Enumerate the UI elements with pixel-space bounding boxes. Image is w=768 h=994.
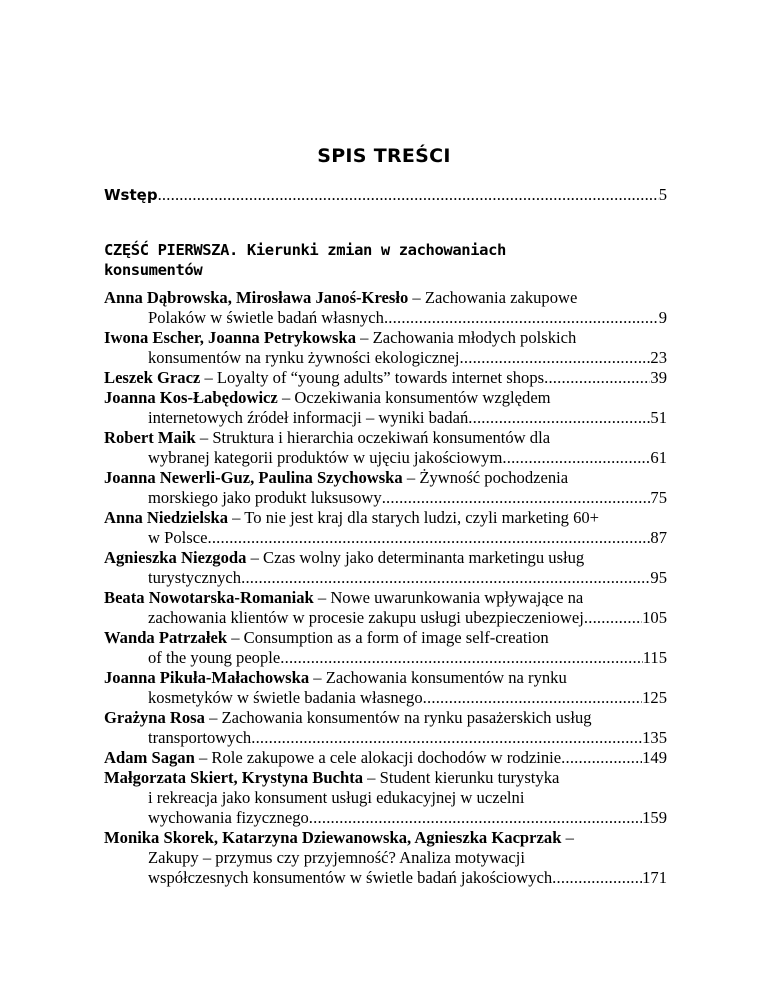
page-number: 135: [642, 728, 667, 747]
entry-title: – Role zakupowe a cele alokacji dochodów w rodzinie: [194, 748, 562, 767]
entry-authors: Anna Niedzielska: [104, 508, 229, 527]
leader-dots: [544, 368, 650, 388]
section-title-line1: CZĘŚĆ PIERWSZA. Kierunki zmian w zachowaniach: [104, 241, 506, 259]
entry-title: morskiego jako produkt luksusowy: [148, 488, 382, 507]
page-number: 5: [658, 185, 667, 204]
toc-entry-continuation[interactable]: [148, 568, 667, 588]
toc-entry-continuation[interactable]: [148, 528, 667, 548]
leader-dots: [207, 528, 650, 548]
leader-dots: [468, 408, 650, 428]
entry-title: – Zachowania konsumentów na rynku pasażerskich usług: [204, 708, 592, 727]
toc-entry[interactable]: [104, 628, 667, 648]
entry-title: zachowania klientów w procesie zakupu usługi ubezpieczeniowej: [148, 608, 584, 627]
toc-entry-intro[interactable]: [104, 185, 667, 205]
section-heading: [104, 240, 664, 280]
toc-entry-continuation[interactable]: [148, 728, 667, 748]
leader-dots: [460, 348, 651, 368]
page-number: 125: [642, 688, 667, 707]
entry-authors: Wanda Patrzałek: [104, 628, 228, 647]
intro-label: Wstęp: [104, 186, 158, 204]
toc-entry-continuation[interactable]: [148, 848, 667, 868]
page-number: 51: [650, 408, 667, 427]
entry-authors: Anna Dąbrowska, Mirosława Janoś-Kresło: [104, 288, 409, 307]
entry-authors: Joanna Pikuła-Małachowska: [104, 668, 310, 687]
toc-entry-continuation[interactable]: [148, 488, 667, 508]
entry-title: współczesnych konsumentów w świetle badań jakościowych: [148, 868, 553, 887]
page-number: 105: [642, 608, 667, 627]
entry-title: – Consumption as a form of image self-creation: [227, 628, 549, 647]
page-number: 159: [642, 808, 667, 827]
leader-dots: [552, 868, 642, 888]
toc-entry-continuation[interactable]: [148, 408, 667, 428]
toc-entry[interactable]: [104, 768, 667, 788]
leader-dots: [309, 808, 642, 828]
toc-entry[interactable]: [104, 468, 667, 488]
entry-title: transportowych: [148, 728, 252, 747]
page-number: 115: [642, 648, 667, 667]
entry-title: i rekreacja jako konsument usługi edukacyjnej w uczelni: [148, 788, 525, 807]
entry-title: konsumentów na rynku żywności ekologicznej: [148, 348, 460, 367]
entry-title: – Żywność pochodzenia: [402, 468, 569, 487]
toc-entry-continuation[interactable]: [148, 308, 667, 328]
leader-dots: [502, 448, 650, 468]
entry-title: kosmetyków w świetle badania własnego: [148, 688, 423, 707]
toc-entry-continuation[interactable]: [148, 688, 667, 708]
leader-dots: [158, 185, 659, 205]
entry-authors: Monika Skorek, Katarzyna Dziewanowska, Agnieszka Kacprzak: [104, 828, 562, 847]
page-number: 87: [650, 528, 667, 547]
page-number: 39: [650, 368, 667, 387]
entry-title: w Polsce: [148, 528, 208, 547]
toc-entry[interactable]: [104, 508, 667, 528]
entry-authors: Iwona Escher, Joanna Petrykowska: [104, 328, 357, 347]
entry-title: internetowych źródeł informacji – wyniki badań: [148, 408, 469, 427]
toc-entry[interactable]: [104, 548, 667, 568]
entry-authors: Joanna Kos-Łabędowicz: [104, 388, 278, 407]
entry-title: – Student kierunku turystyka: [363, 768, 560, 787]
toc-entry-continuation[interactable]: [148, 608, 667, 628]
entry-title: – Struktura i hierarchia oczekiwań konsumentów dla: [195, 428, 551, 447]
leader-dots: [251, 728, 642, 748]
entry-title: wybranej kategorii produktów w ujęciu jakościowym: [148, 448, 503, 467]
toc-entry[interactable]: [104, 388, 667, 408]
toc-entry[interactable]: [104, 328, 667, 348]
entry-title: – Nowe uwarunkowania wpływające na: [313, 588, 584, 607]
entry-title: Polaków w świetle badań własnych: [148, 308, 384, 327]
page-number: 75: [650, 488, 667, 507]
entry-title: – Zachowania zakupowe: [408, 288, 578, 307]
entry-title: Zakupy – przymus czy przyjemność? Analiza motywacji: [148, 848, 525, 867]
toc-entry-continuation[interactable]: [148, 448, 667, 468]
entry-title: – Zachowania młodych polskich: [356, 328, 577, 347]
leader-dots: [584, 608, 642, 628]
toc-entry-continuation[interactable]: [148, 868, 667, 888]
leader-dots: [384, 308, 659, 328]
entry-title: – Oczekiwania konsumentów względem: [277, 388, 551, 407]
leader-dots: [561, 748, 642, 768]
page-number: 61: [650, 448, 667, 467]
toc-entry-continuation[interactable]: [148, 348, 667, 368]
toc-entry[interactable]: [104, 428, 667, 448]
page-number: 95: [650, 568, 667, 587]
toc-entry[interactable]: [104, 288, 667, 308]
page-number: 23: [650, 348, 667, 367]
entry-authors: Agnieszka Niezgoda: [104, 548, 247, 567]
page-number: 149: [642, 748, 667, 767]
toc-entry[interactable]: [104, 708, 667, 728]
entry-title: of the young people: [148, 648, 281, 667]
toc-entry-continuation[interactable]: [148, 788, 667, 808]
entry-title: – Zachowania konsumentów na rynku: [309, 668, 567, 687]
entry-authors: Małgorzata Skiert, Krystyna Buchta: [104, 768, 364, 787]
entry-title: – To nie jest kraj dla starych ludzi, czyli marketing 60+: [228, 508, 600, 527]
page-title: SPIS TREŚCI: [317, 145, 451, 167]
entry-authors: Grażyna Rosa: [104, 708, 205, 727]
entry-title: wychowania fizycznego: [148, 808, 309, 827]
leader-dots: [280, 648, 642, 668]
entry-title: – Loyalty of “young adults” towards internet shops: [200, 368, 545, 387]
page-number: 171: [642, 868, 667, 887]
toc-entry[interactable]: [104, 668, 667, 688]
toc-entry[interactable]: [104, 748, 667, 768]
leader-dots: [241, 568, 650, 588]
entry-authors: Leszek Gracz: [104, 368, 201, 387]
entry-title: –: [561, 828, 574, 847]
entry-authors: Robert Maik: [104, 428, 196, 447]
entry-authors: Beata Nowotarska-Romaniak: [104, 588, 314, 607]
leader-dots: [423, 688, 642, 708]
toc-entry[interactable]: [104, 588, 667, 608]
entry-authors: Adam Sagan: [104, 748, 195, 767]
toc-entry[interactable]: [104, 368, 667, 388]
entry-title: – Czas wolny jako determinanta marketingu usług: [246, 548, 585, 567]
page-number: 9: [658, 308, 667, 327]
entry-title: turystycznych: [148, 568, 242, 587]
entry-authors: Joanna Newerli-Guz, Paulina Szychowska: [104, 468, 403, 487]
leader-dots: [382, 488, 651, 508]
toc-entry-continuation[interactable]: [148, 808, 667, 828]
toc-entry-continuation[interactable]: [148, 648, 667, 668]
section-title-line2: konsumentów: [104, 261, 203, 279]
toc-entry[interactable]: [104, 828, 667, 848]
